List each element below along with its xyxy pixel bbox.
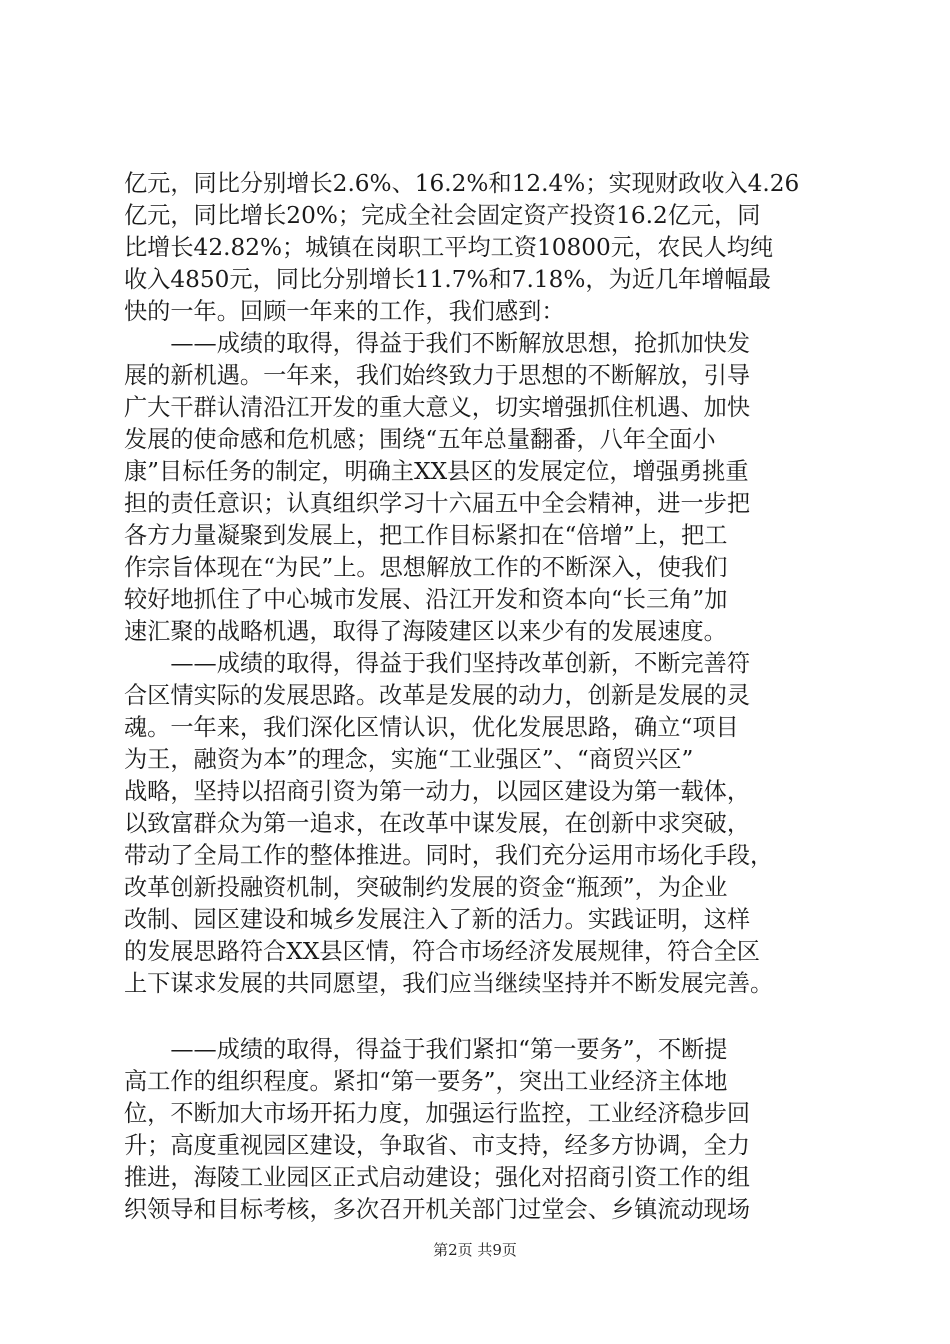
- text-line: 改制、园区建设和城乡发展注入了新的活力。实践证明，这样: [124, 906, 751, 933]
- text-line: ——成绩的取得，得益于我们不断解放思想，抢抓加快发: [124, 330, 751, 357]
- text-line: 带动了全局工作的整体推进。同时，我们充分运用市场化手段，: [124, 842, 774, 869]
- text-line: 比增长42.82%；城镇在岗职工平均工资10800元，农民人均纯: [124, 234, 774, 261]
- text-line: ——成绩的取得，得益于我们紧扣“第一要务”，不断提: [124, 1036, 728, 1063]
- text-line: 快的一年。回顾一年来的工作，我们感到：: [124, 298, 565, 325]
- text-line: ——成绩的取得，得益于我们坚持改革创新，不断完善符: [124, 650, 751, 677]
- text-line: 速汇聚的战略机遇，取得了海陵建区以来少有的发展速度。: [124, 618, 727, 645]
- text-line: 魂。一年来，我们深化区情认识，优化发展思路，确立“项目: [124, 714, 739, 741]
- text-line: 康”目标任务的制定，明确主XX县区的发展定位，增强勇挑重: [124, 458, 749, 485]
- text-line: 各方力量凝聚到发展上，把工作目标紧扣在“倍增”上，把工: [124, 522, 728, 549]
- text-line: 亿元，同比分别增长2.6%、16.2%和12.4%；实现财政收入4.26: [124, 170, 800, 197]
- text-line: 战略，坚持以招商引资为第一动力，以园区建设为第一载体，: [124, 778, 751, 805]
- text-line: 广大干群认清沿江开发的重大意义，切实增强抓住机遇、加快: [124, 394, 751, 421]
- text-line: 推进，海陵工业园区正式启动建设；强化对招商引资工作的组: [124, 1164, 751, 1191]
- text-line: 合区情实际的发展思路。改革是发展的动力，创新是发展的灵: [124, 682, 751, 709]
- page-number-footer: 第2页 共9页: [433, 1241, 517, 1259]
- body-text: [124, 168, 830, 1226]
- text-line: 织领导和目标考核，多次召开机关部门过堂会、乡镇流动现场: [124, 1196, 751, 1223]
- text-line: 作宗旨体现在“为民”上。思想解放工作的不断深入，使我们: [124, 554, 728, 581]
- text-line: 展的新机遇。一年来，我们始终致力于思想的不断解放，引导: [124, 362, 751, 389]
- text-line: 发展的使命感和危机感；围绕“五年总量翻番，八年全面小: [124, 426, 716, 453]
- text-line: 亿元，同比增长20%；完成全社会固定资产投资16.2亿元，同: [124, 202, 761, 229]
- text-line: 高工作的组织程度。紧扣“第一要务”，突出工业经济主体地: [124, 1068, 728, 1095]
- text-line: 的发展思路符合XX县区情，符合市场经济发展规律，符合全区: [124, 938, 760, 965]
- text-line: 收入4850元，同比分别增长11.7%和7.18%，为近几年增幅最: [124, 266, 771, 293]
- text-line: 较好地抓住了中心城市发展、沿江开发和资本向“长三角”加: [124, 586, 728, 613]
- text-line: 上下谋求发展的共同愿望，我们应当继续坚持并不断发展完善。: [124, 970, 774, 997]
- text-line: 为王，融资为本”的理念，实施“工业强区”、“商贸兴区”: [124, 746, 694, 773]
- text-line: 担的责任意识；认真组织学习十六届五中全会精神，进一步把: [124, 490, 751, 517]
- text-line: 以致富群众为第一追求，在改革中谋发展，在创新中求突破，: [124, 810, 751, 837]
- text-line: 升；高度重视园区建设，争取省、市支持，经多方协调，全力: [124, 1132, 751, 1159]
- text-line: 位，不断加大市场开拓力度，加强运行监控，工业经济稳步回: [124, 1100, 751, 1127]
- text-line: 改革创新投融资机制，突破制约发展的资金“瓶颈”，为企业: [124, 874, 728, 901]
